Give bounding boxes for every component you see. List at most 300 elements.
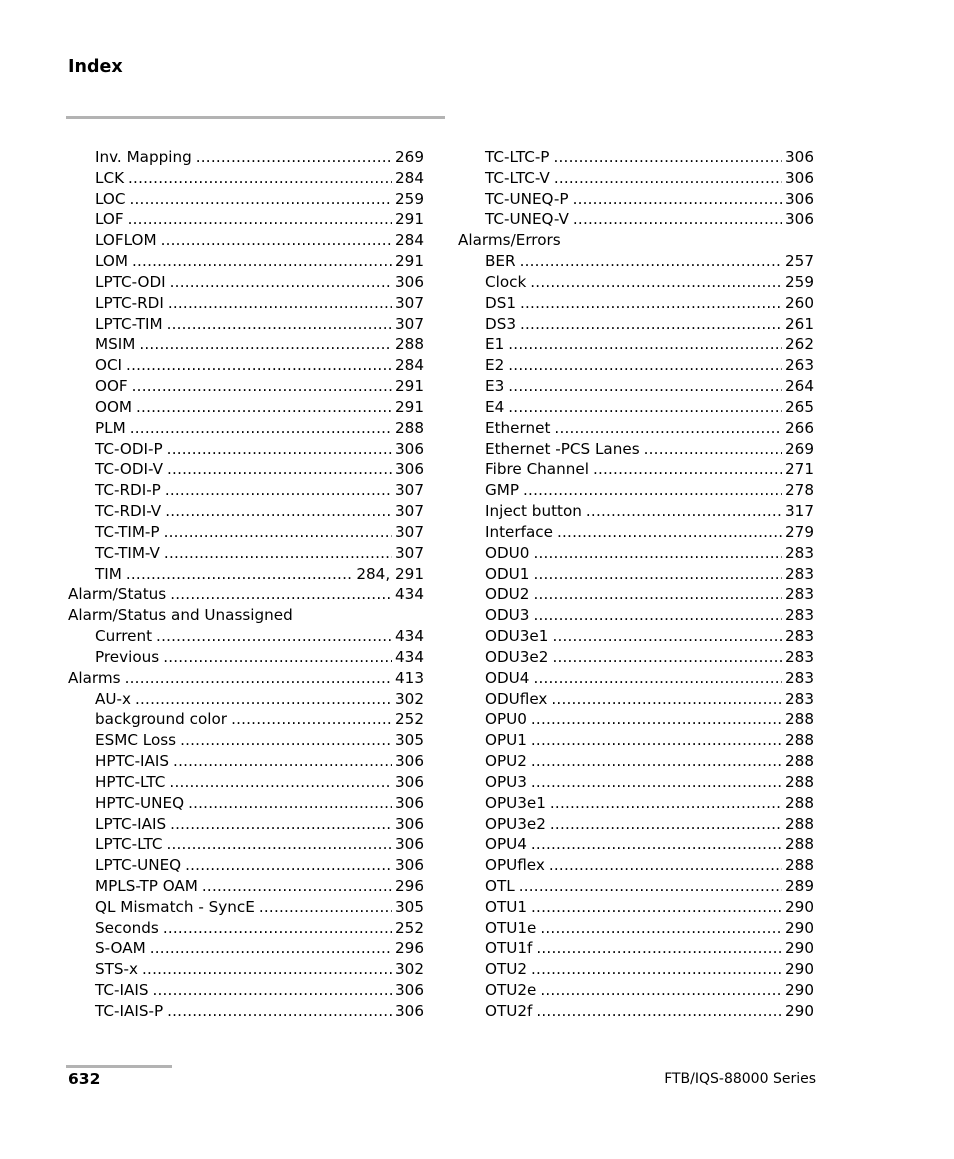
dot-leader	[508, 376, 782, 397]
index-page-ref: 261	[785, 314, 814, 333]
index-term: TC-TIM-P	[95, 522, 160, 541]
index-term: DS3	[485, 314, 516, 333]
index-term: HPTC-LTC	[95, 772, 166, 791]
dot-leader	[536, 938, 782, 959]
dot-leader	[533, 584, 782, 605]
dot-leader	[531, 897, 782, 918]
index-entry	[68, 334, 424, 355]
index-entry	[458, 459, 814, 480]
dot-leader	[128, 209, 392, 230]
index-entry	[458, 855, 814, 876]
index-page-ref: 290	[785, 897, 814, 916]
dot-leader	[593, 459, 782, 480]
index-page-ref: 284	[395, 231, 424, 250]
index-entry	[68, 668, 424, 689]
index-term: OPUflex	[485, 856, 545, 875]
index-term: TIM	[95, 564, 122, 583]
index-column-right	[458, 147, 814, 1022]
dot-leader	[132, 251, 392, 272]
index-page-ref: 262	[785, 335, 814, 354]
index-entry	[458, 1001, 814, 1022]
index-entry	[458, 439, 814, 460]
index-entry	[68, 814, 424, 835]
index-term: Current	[95, 627, 153, 646]
index-term: AU-x	[95, 689, 131, 708]
index-term: TC-ODI-V	[95, 460, 164, 479]
index-page-ref: 306	[785, 168, 814, 187]
index-entry	[68, 355, 424, 376]
dot-leader	[167, 439, 392, 460]
index-term: ODU3	[485, 606, 530, 625]
index-term: Alarms/Errors	[458, 231, 561, 250]
index-entry	[458, 189, 814, 210]
dot-leader	[135, 689, 392, 710]
index-entry	[458, 251, 814, 272]
index-page-ref: 283	[785, 585, 814, 604]
index-entry	[68, 376, 424, 397]
index-entry	[68, 772, 424, 793]
dot-leader	[142, 959, 392, 980]
index-term: Inv. Mapping	[95, 148, 192, 166]
index-term: ODUflex	[485, 689, 548, 708]
index-term: ODU3e2	[485, 647, 549, 666]
dot-leader	[549, 855, 782, 876]
index-entry	[68, 897, 424, 918]
index-term: MSIM	[95, 335, 136, 354]
index-term: background color	[95, 710, 228, 729]
index-page-ref: 307	[395, 522, 424, 541]
index-page-ref: 271	[785, 460, 814, 479]
dot-leader	[523, 480, 782, 501]
index-term: TC-LTC-P	[485, 148, 550, 166]
dot-leader	[167, 314, 392, 335]
index-entry	[68, 647, 424, 668]
index-page-ref: 259	[395, 189, 424, 208]
dot-leader	[170, 272, 392, 293]
dot-leader	[132, 376, 392, 397]
index-entry	[68, 522, 424, 543]
index-entry	[68, 959, 424, 980]
index-page-ref: 283	[785, 564, 814, 583]
index-page-ref: 291	[395, 377, 424, 396]
index-page-ref: 306	[395, 835, 424, 854]
index-entry	[458, 605, 814, 626]
index-entry	[68, 480, 424, 501]
index-entry	[458, 334, 814, 355]
index-entry	[68, 418, 424, 439]
index-term: OPU3e1	[485, 793, 546, 812]
index-entry	[458, 938, 814, 959]
index-entry	[458, 751, 814, 772]
dot-leader	[126, 355, 392, 376]
index-page-ref: 291	[395, 252, 424, 271]
index-entry	[68, 626, 424, 647]
dot-leader	[161, 230, 392, 251]
dot-leader	[531, 709, 782, 730]
dot-leader	[520, 251, 782, 272]
index-entry	[68, 168, 424, 189]
index-page-ref: 289	[785, 876, 814, 895]
dot-leader	[165, 480, 392, 501]
index-entry	[458, 709, 814, 730]
index-entry	[458, 730, 814, 751]
dot-leader	[550, 793, 782, 814]
index-page-ref: 317	[785, 502, 814, 521]
index-page-ref: 306	[395, 981, 424, 1000]
index-term: OTU1f	[485, 939, 533, 958]
index-page-ref: 290	[785, 960, 814, 979]
index-term: TC-ODI-P	[95, 439, 163, 458]
index-page-ref: 305	[395, 897, 424, 916]
index-term: LPTC-LTC	[95, 835, 163, 854]
index-page-ref: 306	[395, 856, 424, 875]
index-entry	[68, 793, 424, 814]
index-entry	[458, 355, 814, 376]
dot-leader	[125, 668, 392, 689]
index-page-ref: 265	[785, 397, 814, 416]
index-term: OPU3	[485, 772, 527, 791]
dot-leader	[531, 959, 782, 980]
index-entry	[458, 793, 814, 814]
index-page-ref: 252	[395, 710, 424, 729]
dot-leader	[165, 501, 392, 522]
index-term: ESMC Loss	[95, 731, 177, 750]
dot-leader	[170, 814, 392, 835]
index-page-ref: 306	[395, 814, 424, 833]
index-term: LCK	[95, 168, 125, 187]
index-term: LPTC-RDI	[95, 293, 164, 312]
index-term: HPTC-UNEQ	[95, 793, 185, 812]
dot-leader	[520, 314, 782, 335]
dot-leader	[531, 730, 782, 751]
dot-leader	[180, 730, 392, 751]
index-entry	[68, 876, 424, 897]
index-term: OCI	[95, 356, 123, 375]
index-term: OPU0	[485, 710, 527, 729]
dot-leader	[136, 397, 392, 418]
index-page-ref: 307	[395, 481, 424, 500]
index-term: OOF	[95, 377, 128, 396]
dot-leader	[164, 522, 392, 543]
index-page-ref: 306	[395, 793, 424, 812]
index-page-ref: 307	[395, 502, 424, 521]
index-term: PLM	[95, 418, 126, 437]
index-page-ref: 284	[395, 168, 424, 187]
index-entry	[458, 897, 814, 918]
index-page-ref: 302	[395, 960, 424, 979]
index-entry	[68, 834, 424, 855]
index-page-ref: 283	[785, 627, 814, 646]
index-term: BER	[485, 252, 516, 271]
index-term: ODU0	[485, 543, 530, 562]
index-term: Clock	[485, 272, 527, 291]
dot-leader	[533, 605, 782, 626]
dot-leader	[550, 814, 782, 835]
index-term: ODU4	[485, 668, 530, 687]
index-term: LPTC-TIM	[95, 314, 163, 333]
index-page-ref: 284	[395, 356, 424, 375]
page-title: Index	[68, 57, 123, 77]
index-entry	[458, 814, 814, 835]
index-page-ref: 307	[395, 314, 424, 333]
index-entry	[68, 730, 424, 751]
dot-leader	[533, 668, 782, 689]
index-entry	[458, 772, 814, 793]
index-entry	[458, 522, 814, 543]
index-entry	[458, 918, 814, 939]
index-entry	[458, 418, 814, 439]
index-term: OTU2e	[485, 981, 537, 1000]
index-entry	[68, 397, 424, 418]
index-page-ref: 288	[395, 335, 424, 354]
index-page-ref: 290	[785, 981, 814, 1000]
index-page-ref: 288	[785, 772, 814, 791]
index-term: Fibre Channel	[485, 460, 589, 479]
dot-leader	[531, 751, 782, 772]
dot-leader	[139, 334, 392, 355]
index-page-ref: 283	[785, 689, 814, 708]
dot-leader	[531, 834, 782, 855]
index-term: TC-TIM-V	[95, 543, 160, 562]
dot-leader	[163, 918, 392, 939]
index-page-ref: 283	[785, 543, 814, 562]
index-entry	[458, 209, 814, 230]
index-entry	[68, 1001, 424, 1022]
dot-leader	[167, 1001, 392, 1022]
index-term: Interface	[485, 522, 553, 541]
index-term: OTU1	[485, 897, 528, 916]
index-entry	[68, 938, 424, 959]
index-term: LOF	[95, 210, 124, 229]
index-entry	[458, 147, 814, 168]
dot-leader	[130, 418, 392, 439]
index-entry	[458, 501, 814, 522]
dot-leader	[540, 918, 782, 939]
index-page-ref: 307	[395, 293, 424, 312]
dot-leader	[519, 876, 782, 897]
index-term: LOM	[95, 252, 128, 271]
index-term: Alarm/Status and Unassigned	[68, 606, 293, 625]
header-divider	[66, 116, 445, 119]
index-page-ref: 278	[785, 481, 814, 500]
index-entry	[68, 189, 424, 210]
index-term: OOM	[95, 397, 133, 416]
index-term: ODU3e1	[485, 627, 549, 646]
index-entry	[68, 709, 424, 730]
index-page-ref: 263	[785, 356, 814, 375]
index-page-ref: 306	[785, 210, 814, 229]
index-term: Alarm/Status	[68, 585, 167, 604]
index-page-ref: 288	[785, 835, 814, 854]
index-term: OTL	[485, 876, 515, 895]
dot-leader	[169, 772, 392, 793]
index-page-ref: 259	[785, 272, 814, 291]
index-entry	[458, 668, 814, 689]
index-page-ref: 291	[395, 210, 424, 229]
index-term: OPU1	[485, 731, 527, 750]
index-entry	[458, 272, 814, 293]
index-page-ref: 284, 291	[356, 564, 424, 583]
index-page-ref: 288	[785, 856, 814, 875]
index-term: Previous	[95, 647, 160, 666]
dot-leader	[554, 168, 782, 189]
dot-leader	[586, 501, 782, 522]
index-entry	[458, 626, 814, 647]
index-term: LPTC-UNEQ	[95, 856, 182, 875]
index-page-ref: 306	[395, 752, 424, 771]
index-term: OTU2f	[485, 1001, 533, 1020]
dot-leader	[552, 626, 782, 647]
dot-leader	[202, 876, 392, 897]
index-entry	[68, 230, 424, 251]
dot-leader	[530, 272, 782, 293]
index-term: E1	[485, 335, 505, 354]
dot-leader	[129, 189, 392, 210]
dot-leader	[170, 584, 392, 605]
index-term: OPU3e2	[485, 814, 546, 833]
index-entry	[458, 376, 814, 397]
dot-leader	[150, 938, 392, 959]
index-page-ref: 288	[785, 814, 814, 833]
index-page-ref: 288	[395, 418, 424, 437]
dot-leader	[196, 147, 392, 168]
dot-leader	[533, 564, 782, 585]
dot-leader	[231, 709, 392, 730]
index-entry	[458, 397, 814, 418]
index-entry	[68, 439, 424, 460]
index-page-ref: 434	[395, 647, 424, 666]
dot-leader	[553, 147, 782, 168]
dot-leader	[168, 293, 392, 314]
index-entry	[68, 314, 424, 335]
dot-leader	[573, 189, 782, 210]
index-term: TC-IAIS-P	[95, 1001, 164, 1020]
dot-leader	[508, 397, 782, 418]
index-page-ref: 290	[785, 1001, 814, 1020]
index-entry	[458, 980, 814, 1001]
dot-leader	[533, 543, 782, 564]
index-term: Ethernet	[485, 418, 551, 437]
dot-leader	[128, 168, 392, 189]
dot-leader	[126, 564, 353, 585]
index-entry	[458, 584, 814, 605]
index-page-ref: 291	[395, 397, 424, 416]
dot-leader	[167, 459, 392, 480]
index-entry	[68, 689, 424, 710]
index-entry	[68, 251, 424, 272]
index-entry	[68, 564, 424, 585]
index-term: S-OAM	[95, 939, 146, 958]
product-series: FTB/IQS-88000 Series	[664, 1071, 816, 1087]
index-page-ref: 290	[785, 939, 814, 958]
dot-leader	[573, 209, 782, 230]
index-entry	[458, 230, 814, 251]
dot-leader	[554, 418, 782, 439]
index-term: Ethernet -PCS Lanes	[485, 439, 640, 458]
index-term: Alarms	[68, 668, 121, 687]
dot-leader	[188, 793, 392, 814]
page-number: 632	[68, 1070, 101, 1088]
index-page-ref: 269	[395, 148, 424, 166]
index-page-ref: 264	[785, 377, 814, 396]
dot-leader	[508, 355, 782, 376]
index-entry	[68, 584, 424, 605]
index-entry	[458, 480, 814, 501]
index-entry	[458, 834, 814, 855]
index-page-ref: 257	[785, 252, 814, 271]
dot-leader	[259, 897, 392, 918]
index-page-ref: 260	[785, 293, 814, 312]
index-entry	[458, 959, 814, 980]
index-page-ref: 288	[785, 710, 814, 729]
index-entry	[68, 751, 424, 772]
index-page-ref: 302	[395, 689, 424, 708]
dot-leader	[551, 689, 782, 710]
index-term: TC-LTC-V	[485, 168, 550, 187]
index-term: LPTC-ODI	[95, 272, 166, 291]
index-entry	[458, 647, 814, 668]
index-term: TC-RDI-V	[95, 502, 162, 521]
index-entry	[458, 293, 814, 314]
index-term: ODU1	[485, 564, 530, 583]
index-entry	[68, 147, 424, 168]
index-page-ref: 306	[785, 148, 814, 166]
dot-leader	[156, 626, 392, 647]
index-entry	[68, 918, 424, 939]
index-term: LOC	[95, 189, 126, 208]
index-page-ref: 288	[785, 752, 814, 771]
index-entry	[68, 605, 424, 626]
index-page-ref: 296	[395, 939, 424, 958]
index-entry	[68, 543, 424, 564]
index-entry	[68, 980, 424, 1001]
index-page-ref: 290	[785, 918, 814, 937]
index-entry	[68, 293, 424, 314]
dot-leader	[557, 522, 782, 543]
index-page-ref: 279	[785, 522, 814, 541]
index-term: OTU2	[485, 960, 528, 979]
index-term: HPTC-IAIS	[95, 752, 170, 771]
dot-leader	[152, 980, 392, 1001]
index-term: GMP	[485, 481, 520, 500]
index-term: QL Mismatch - SyncE	[95, 897, 255, 916]
index-page-ref: 288	[785, 793, 814, 812]
index-term: STS-x	[95, 960, 139, 979]
index-term: OPU4	[485, 835, 527, 854]
index-page-ref: 413	[395, 668, 424, 687]
index-column-left	[68, 147, 424, 1022]
index-entry	[458, 168, 814, 189]
index-term: Inject button	[485, 502, 582, 521]
dot-leader	[520, 293, 782, 314]
index-term: E2	[485, 356, 505, 375]
index-entry	[68, 272, 424, 293]
index-term: DS1	[485, 293, 516, 312]
footer-divider	[66, 1065, 172, 1068]
index-term: TC-RDI-P	[95, 481, 161, 500]
dot-leader	[644, 439, 782, 460]
index-term: TC-IAIS	[95, 981, 149, 1000]
dot-leader	[508, 334, 782, 355]
index-page-ref: 306	[395, 460, 424, 479]
index-page-ref: 266	[785, 418, 814, 437]
index-term: LOFLOM	[95, 231, 157, 250]
dot-leader	[552, 647, 782, 668]
dot-leader	[166, 834, 392, 855]
dot-leader	[163, 647, 392, 668]
index-term: TC-UNEQ-V	[485, 210, 569, 229]
index-page-ref: 305	[395, 731, 424, 750]
